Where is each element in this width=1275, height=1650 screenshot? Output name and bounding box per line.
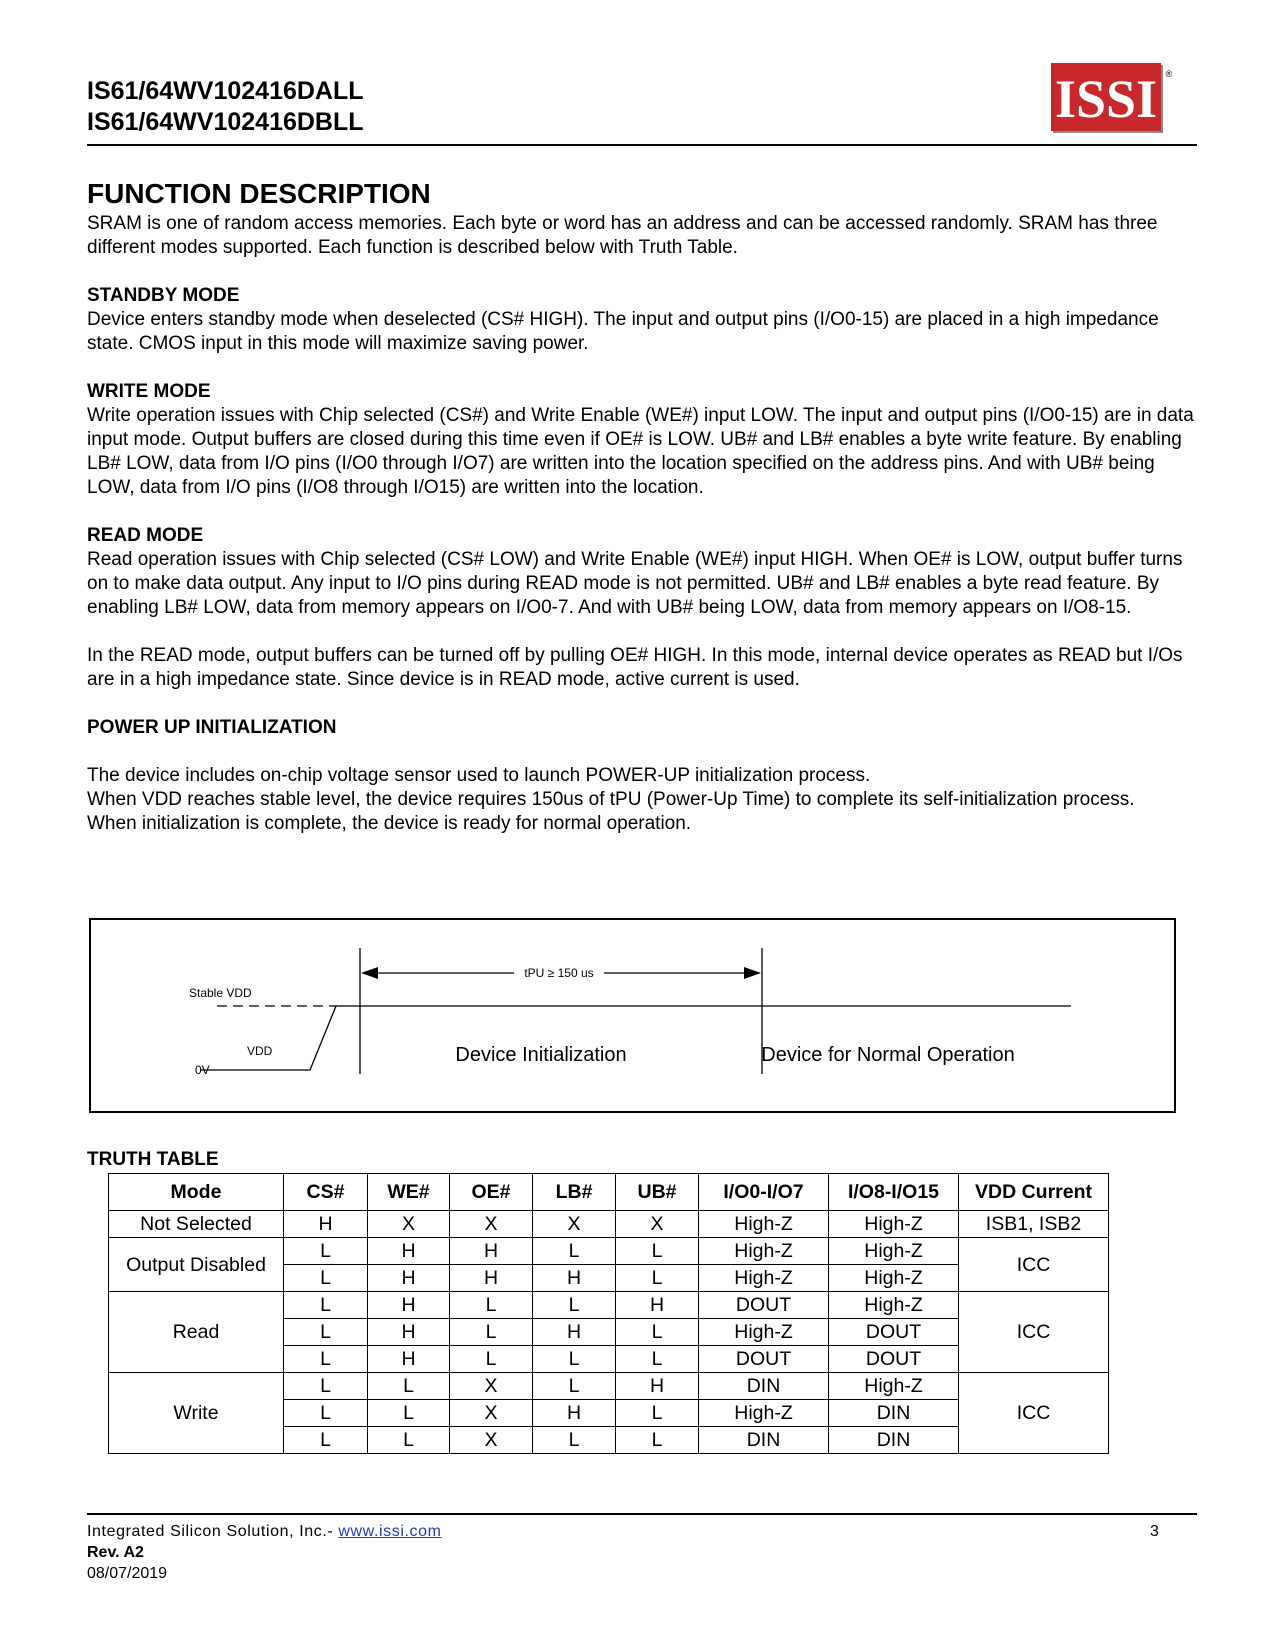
header-cell: Mode [109, 1174, 284, 1211]
table-row [109, 1292, 1109, 1319]
table-cell: L [368, 1400, 450, 1427]
tpu-label: tPU ≥ 150 us [524, 966, 594, 980]
table-cell: L [284, 1427, 368, 1454]
table-cell: DOUT [829, 1346, 959, 1373]
table-cell: X [450, 1427, 533, 1454]
device-initialization-label: Device Initialization [455, 1044, 627, 1066]
svg-text:®: ® [1165, 69, 1173, 79]
table-cell: H [368, 1346, 450, 1373]
title-line-1: IS61/64WV102416DALL [87, 77, 364, 105]
vdd-current-cell: ICC [959, 1238, 1109, 1292]
table-cell: DIN [699, 1427, 829, 1454]
table-row [109, 1211, 1109, 1238]
table-cell: L [284, 1346, 368, 1373]
table-cell: L [284, 1373, 368, 1400]
zero-v-label: 0V [195, 1063, 210, 1077]
table-cell: High-Z [699, 1400, 829, 1427]
table-cell: L [616, 1400, 699, 1427]
footer [87, 1521, 442, 1584]
mode-cell: Output Disabled [109, 1238, 284, 1292]
table-cell: High-Z [699, 1238, 829, 1265]
read-text: Read operation issues with Chip selected (CS# LOW) and Write Enable (WE#) input HIGH. When OE# is LOW, output buffer turns on to make data output. Any input to I/O pins during READ mode is not permitted. UB# and LB# enables a byte read feature. By enabling LB# LOW, data from memory appears on I/O0-7. And with UB# being LOW, data from memory appears on I/O8-15. [87, 549, 1183, 618]
table-cell: X [450, 1211, 533, 1238]
read-text-2: In the READ mode, output buffers can be turned off by pulling OE# HIGH. In this mode, internal device operates as READ but I/Os are in a high impedance state. Since device is in READ mode, active current is used. [87, 645, 1183, 690]
company-name: Integrated Silicon Solution, Inc.- [87, 1523, 339, 1540]
table-cell: L [284, 1238, 368, 1265]
table-cell: H [368, 1292, 450, 1319]
table-cell: High-Z [829, 1211, 959, 1238]
standby-heading: STANDBY MODE [87, 285, 240, 306]
table-cell: H [368, 1319, 450, 1346]
table-cell: DOUT [829, 1319, 959, 1346]
write-text: Write operation issues with Chip selected (CS#) and Write Enable (WE#) input LOW. The input and output pins (I/O0-15) are in data input mode. Output buffers are closed during this time even if OE# is LOW. UB# and LB# enables a byte write feature. By enabling LB# LOW, data from I/O pins (I/O0 through I/O7) are written into the location specified on the address pins. And with UB# being LOW, data from I/O pins (I/O8 through I/O15) are written into the location. [87, 405, 1194, 498]
title-line-2: IS61/64WV102416DBLL [87, 108, 364, 136]
table-cell: H [368, 1238, 450, 1265]
table-cell: H [368, 1265, 450, 1292]
standby-text: Device enters standby mode when deselected (CS# HIGH). The input and output pins (I/O0-15) are placed in a high impedance state. CMOS input in this mode will maximize saving power. [87, 309, 1159, 354]
table-cell: H [616, 1292, 699, 1319]
table-cell: H [450, 1238, 533, 1265]
table-cell: L [533, 1292, 616, 1319]
vdd-current-cell: ICC [959, 1373, 1109, 1454]
table-cell: L [284, 1400, 368, 1427]
table-cell: L [616, 1346, 699, 1373]
table-cell: H [533, 1265, 616, 1292]
function-intro: SRAM is one of random access memories. Each byte or word has an address and can be accessed randomly. SRAM has three different modes supported. Each function is described below with Truth Table. [87, 213, 1158, 258]
header-cell: I/O8-I/O15 [829, 1174, 959, 1211]
powerup-line-3: When initialization is complete, the device is ready for normal operation. [87, 813, 692, 834]
table-cell: L [450, 1292, 533, 1319]
table-cell: DIN [829, 1400, 959, 1427]
table-cell: L [616, 1319, 699, 1346]
table-cell: L [284, 1292, 368, 1319]
table-row [109, 1373, 1109, 1400]
table-row [109, 1238, 1109, 1265]
footer-rule [87, 1513, 1197, 1515]
table-cell: L [533, 1346, 616, 1373]
vdd-current-cell: ISB1, ISB2 [959, 1211, 1109, 1238]
table-cell: High-Z [829, 1238, 959, 1265]
table-cell: L [284, 1265, 368, 1292]
table-cell: L [450, 1319, 533, 1346]
table-cell: High-Z [829, 1265, 959, 1292]
powerup-timing-diagram [89, 918, 1176, 1113]
table-cell: High-Z [699, 1265, 829, 1292]
table-cell: DIN [699, 1373, 829, 1400]
powerup-line-2: When VDD reaches stable level, the device requires 150us of tPU (Power-Up Time) to complete its self-initialization process. [87, 789, 1135, 810]
table-cell: DIN [829, 1427, 959, 1454]
table-cell: H [284, 1211, 368, 1238]
header-cell: UB# [616, 1174, 699, 1211]
header-cell: I/O0-I/O7 [699, 1174, 829, 1211]
powerup-line-1: The device includes on-chip voltage sensor used to launch POWER-UP initialization process. [87, 765, 871, 786]
tpu-arrow-right-head [744, 967, 761, 979]
truth-table-body [109, 1211, 1109, 1454]
mode-cell: Not Selected [109, 1211, 284, 1238]
table-cell: L [368, 1373, 450, 1400]
issi-logo [1051, 63, 1173, 135]
read-heading: READ MODE [87, 525, 204, 546]
table-cell: X [616, 1211, 699, 1238]
page-number: 3 [1150, 1523, 1159, 1540]
header-cell: OE# [450, 1174, 533, 1211]
table-cell: H [616, 1373, 699, 1400]
table-cell: L [368, 1427, 450, 1454]
table-cell: X [450, 1373, 533, 1400]
main-content [87, 176, 1195, 836]
table-cell: High-Z [829, 1292, 959, 1319]
table-cell: DOUT [699, 1292, 829, 1319]
svg-text:ISSI: ISSI [1054, 69, 1158, 129]
mode-cell: Read [109, 1292, 284, 1373]
truth-table-header-row [109, 1174, 1109, 1211]
table-cell: L [450, 1346, 533, 1373]
table-cell: L [284, 1319, 368, 1346]
vdd-current-cell: ICC [959, 1292, 1109, 1373]
table-cell: H [533, 1319, 616, 1346]
write-heading: WRITE MODE [87, 381, 211, 402]
vdd-label: VDD [247, 1044, 273, 1058]
table-cell: High-Z [699, 1319, 829, 1346]
table-cell: L [533, 1238, 616, 1265]
truth-table-heading: TRUTH TABLE [87, 1149, 219, 1170]
tpu-arrow-left-head [361, 967, 378, 979]
table-cell: High-Z [829, 1373, 959, 1400]
table-cell: X [368, 1211, 450, 1238]
table-cell: L [616, 1265, 699, 1292]
table-cell: H [533, 1400, 616, 1427]
table-cell: L [533, 1373, 616, 1400]
table-cell: DOUT [699, 1346, 829, 1373]
table-cell: X [450, 1400, 533, 1427]
table-cell: L [616, 1427, 699, 1454]
table-cell: L [533, 1427, 616, 1454]
mode-cell: Write [109, 1373, 284, 1454]
function-description-heading: FUNCTION DESCRIPTION [87, 178, 431, 209]
stable-vdd-label: Stable VDD [189, 986, 252, 1000]
issi-website-link[interactable]: www.issi.com [338, 1523, 442, 1540]
truth-table [108, 1173, 1109, 1454]
powerup-heading: POWER UP INITIALIZATION [87, 717, 337, 738]
revision: Rev. A2 [87, 1544, 144, 1561]
header-cell: VDD Current [959, 1174, 1109, 1211]
header-rule [87, 144, 1197, 146]
header-cell: LB# [533, 1174, 616, 1211]
table-cell: X [533, 1211, 616, 1238]
header-cell: CS# [284, 1174, 368, 1211]
table-cell: High-Z [699, 1211, 829, 1238]
document-title [87, 76, 364, 138]
table-cell: L [616, 1238, 699, 1265]
header-cell: WE# [368, 1174, 450, 1211]
normal-operation-label: Device for Normal Operation [761, 1044, 1015, 1066]
document-date: 08/07/2019 [87, 1565, 168, 1582]
table-cell: H [450, 1265, 533, 1292]
